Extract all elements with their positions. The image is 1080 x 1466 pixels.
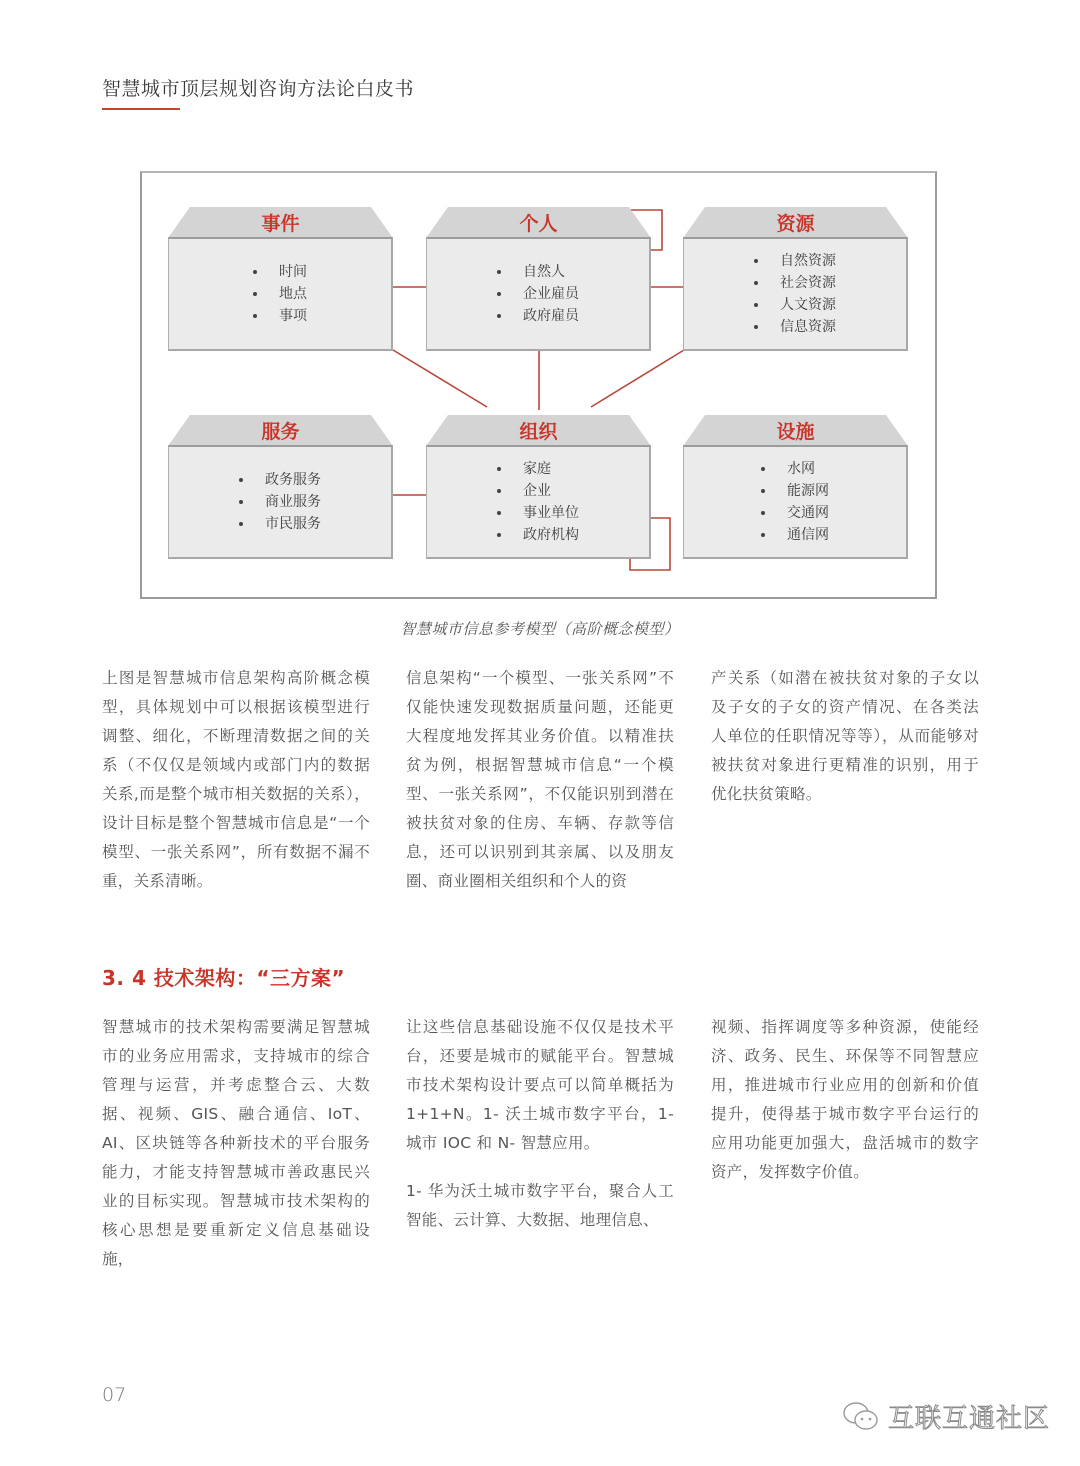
bullet-icon [253,314,257,318]
list-item: 通信网 [761,524,829,546]
card-organization [426,415,651,559]
bullet-icon [239,478,243,482]
card-person [426,207,651,351]
page-number: 07 [102,1384,127,1406]
list-item: 人文资源 [754,294,836,316]
figure-caption: 智慧城市信息参考模型（高阶概念模型） [400,620,680,638]
card-service [168,415,393,559]
section-heading: 3. 4 技术架构：“三方案” [102,966,346,990]
paragraph: 视频、指挥调度等多种资源，使能经济、政务、民生、环保等不同智慧应用，推进城市行业应用的创新和价值提升，使得基于城市数字平台运行的应用功能更加强大，盘活城市的数字资产，发挥数字价值。 [711,1018,979,1181]
bullet-icon [754,259,758,263]
card-title: 个人 [519,213,558,235]
bullet-icon [761,533,765,537]
section-column-3 [711,1013,979,1187]
body-column-2 [406,664,674,896]
list-item: 商业服务 [239,491,321,513]
title-underline [102,108,180,110]
bullet-icon [754,303,758,307]
list-item: 市民服务 [239,513,321,535]
card-title: 组织 [519,421,558,443]
paragraph: 产关系（如潜在被扶贫对象的子女以及子女的子女的资产情况、在各类法人单位的任职情况等等），从而能够对被扶贫对象进行更精准的识别，用于优化扶贫策略。 [711,669,979,803]
section-column-2 [406,1013,674,1235]
bullet-icon [497,292,501,296]
paragraph: 上图是智慧城市信息架构高阶概念模型，具体规划中可以根据该模型进行调整、细化，不断理清数据之间的关系（不仅仅是领域内或部门内的数据关系,而是整个城市相关数据的关系），设计目标是整个智慧城市信息是“一个模型、一张关系网”，所有数据不漏不重，关系清晰。 [102,669,370,890]
bullet-icon [761,489,765,493]
paragraph: 让这些信息基础设施不仅仅是技术平台，还要是城市的赋能平台。智慧城市技术架构设计要点可以简单概括为1+1+N。1- 沃土城市数字平台，1- 城市 IOC 和 N- 智慧应用。 [406,1018,674,1152]
paragraph: 智慧城市的技术架构需要满足智慧城市的业务应用需求，支持城市的综合管理与运营，并考虑整合云、大数据、视频、GIS、融合通信、IoT、AI、区块链等各种新技术的平台服务能力，才能支持智慧城市善政惠民兴业的目标实现。智慧城市技术架构的核心思想是要重新定义信息基础设施， [102,1018,370,1268]
list-item: 交通网 [761,502,829,524]
bullet-icon [497,489,501,493]
list-item: 水网 [761,458,829,480]
list-item: 事项 [253,305,307,327]
list-item: 家庭 [497,458,579,480]
card-title: 事件 [261,213,300,235]
bullet-icon [754,281,758,285]
bullet-icon [761,467,765,471]
card-title: 设施 [776,421,815,443]
paragraph: 1- 华为沃土城市数字平台，聚合人工智能、云计算、大数据、地理信息、 [406,1182,674,1229]
list-item: 地点 [253,283,307,305]
bullet-icon [497,314,501,318]
body-column-1 [102,664,370,896]
bullet-icon [239,500,243,504]
bullet-icon [497,467,501,471]
card-title: 资源 [776,213,815,235]
bullet-icon [253,270,257,274]
paragraph: 信息架构“一个模型、一张关系网”不仅能快速发现数据质量问题，还能更大程度地发挥其业务价值。以精准扶贫为例，根据智慧城市信息“一个模型、一张关系网”，不仅能识别到潜在被扶贫对象的住房、车辆、存款等信息，还可以识别到其亲属、以及朋友圈、商业圈相关组织和个人的资 [406,669,674,890]
body-column-3 [711,664,979,809]
card-resource [683,207,908,351]
card-event [168,207,393,351]
bullet-icon [761,511,765,515]
bullet-icon [754,325,758,329]
list-item: 政府雇员 [497,305,579,327]
list-item: 企业雇员 [497,283,579,305]
list-item: 信息资源 [754,316,836,338]
list-item: 事业单位 [497,502,579,524]
section-column-1 [102,1013,370,1274]
list-item: 企业 [497,480,579,502]
bullet-icon [497,270,501,274]
wechat-icon [842,1401,880,1433]
list-item: 政务服务 [239,469,321,491]
watermark [842,1398,1050,1435]
card-title: 服务 [261,421,300,443]
list-item: 自然资源 [754,250,836,272]
document-title: 智慧城市顶层规划咨询方法论白皮书 [102,78,415,100]
watermark-text: 互联互通社区 [888,1404,1051,1434]
bullet-icon [497,511,501,515]
list-item: 自然人 [497,261,579,283]
list-item: 时间 [253,261,307,283]
bullet-icon [239,522,243,526]
card-facility [683,415,908,559]
bullet-icon [253,292,257,296]
bullet-icon [497,533,501,537]
list-item: 能源网 [761,480,829,502]
list-item: 政府机构 [497,524,579,546]
list-item: 社会资源 [754,272,836,294]
